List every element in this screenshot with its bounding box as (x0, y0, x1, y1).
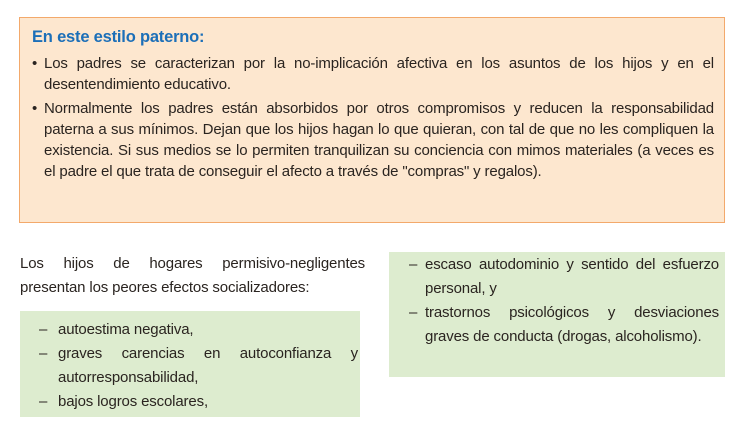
effect-item (389, 301, 725, 349)
effect-item (20, 342, 360, 390)
parenting-style-box (19, 17, 725, 223)
bullet-item (32, 53, 714, 95)
box-title: En este estilo paterno: (32, 28, 205, 46)
dash-mark: – (409, 304, 418, 321)
effects-list-left (20, 318, 360, 414)
effect-text: graves carencias en autoconfianza y autorresponsabilidad, (58, 345, 358, 386)
dash-mark: – (409, 256, 418, 273)
effect-text: autoestima negativa, (58, 321, 194, 338)
bullet-text: Normalmente los padres están absorbidos por otros compromisos y reducen la responsabilidad paterna a sus mínimos. Dejan que los hijos hagan lo que quieran, con tal de que no les compliquen la existencia. Si sus medios se lo permiten tranquilizan su conciencia con mimos materiales (a veces es el padre el que trata de conseguir el afecto a través de "compras" y regalos). (44, 100, 714, 180)
style-bullet-list (32, 53, 714, 182)
bullet-dot: • (32, 55, 38, 72)
dash-mark: – (39, 345, 48, 362)
intro-paragraph: Los hijos de hogares permisivo-negligentes presentan los peores efectos socializadores: (20, 255, 365, 296)
bullet-item (32, 98, 714, 182)
effects-box-left (20, 311, 360, 417)
dash-mark: – (39, 321, 48, 338)
effect-text: bajos logros escolares, (58, 393, 208, 410)
effect-text: escaso autodominio y sentido del esfuerzo personal, y (425, 256, 719, 297)
dash-mark: – (39, 393, 48, 410)
bullet-text: Los padres se caracterizan por la no-implicación afectiva en los asuntos de los hijos y en el desentendimiento educativo. (44, 55, 714, 93)
effects-box-right (389, 252, 725, 377)
bullet-dot: • (32, 100, 38, 117)
effect-text: trastornos psicológicos y desviaciones graves de conducta (drogas, alcoholismo). (425, 304, 719, 345)
effect-item (20, 390, 360, 414)
effect-item (20, 318, 360, 342)
effect-item (389, 253, 725, 301)
effects-list-right (389, 253, 725, 349)
